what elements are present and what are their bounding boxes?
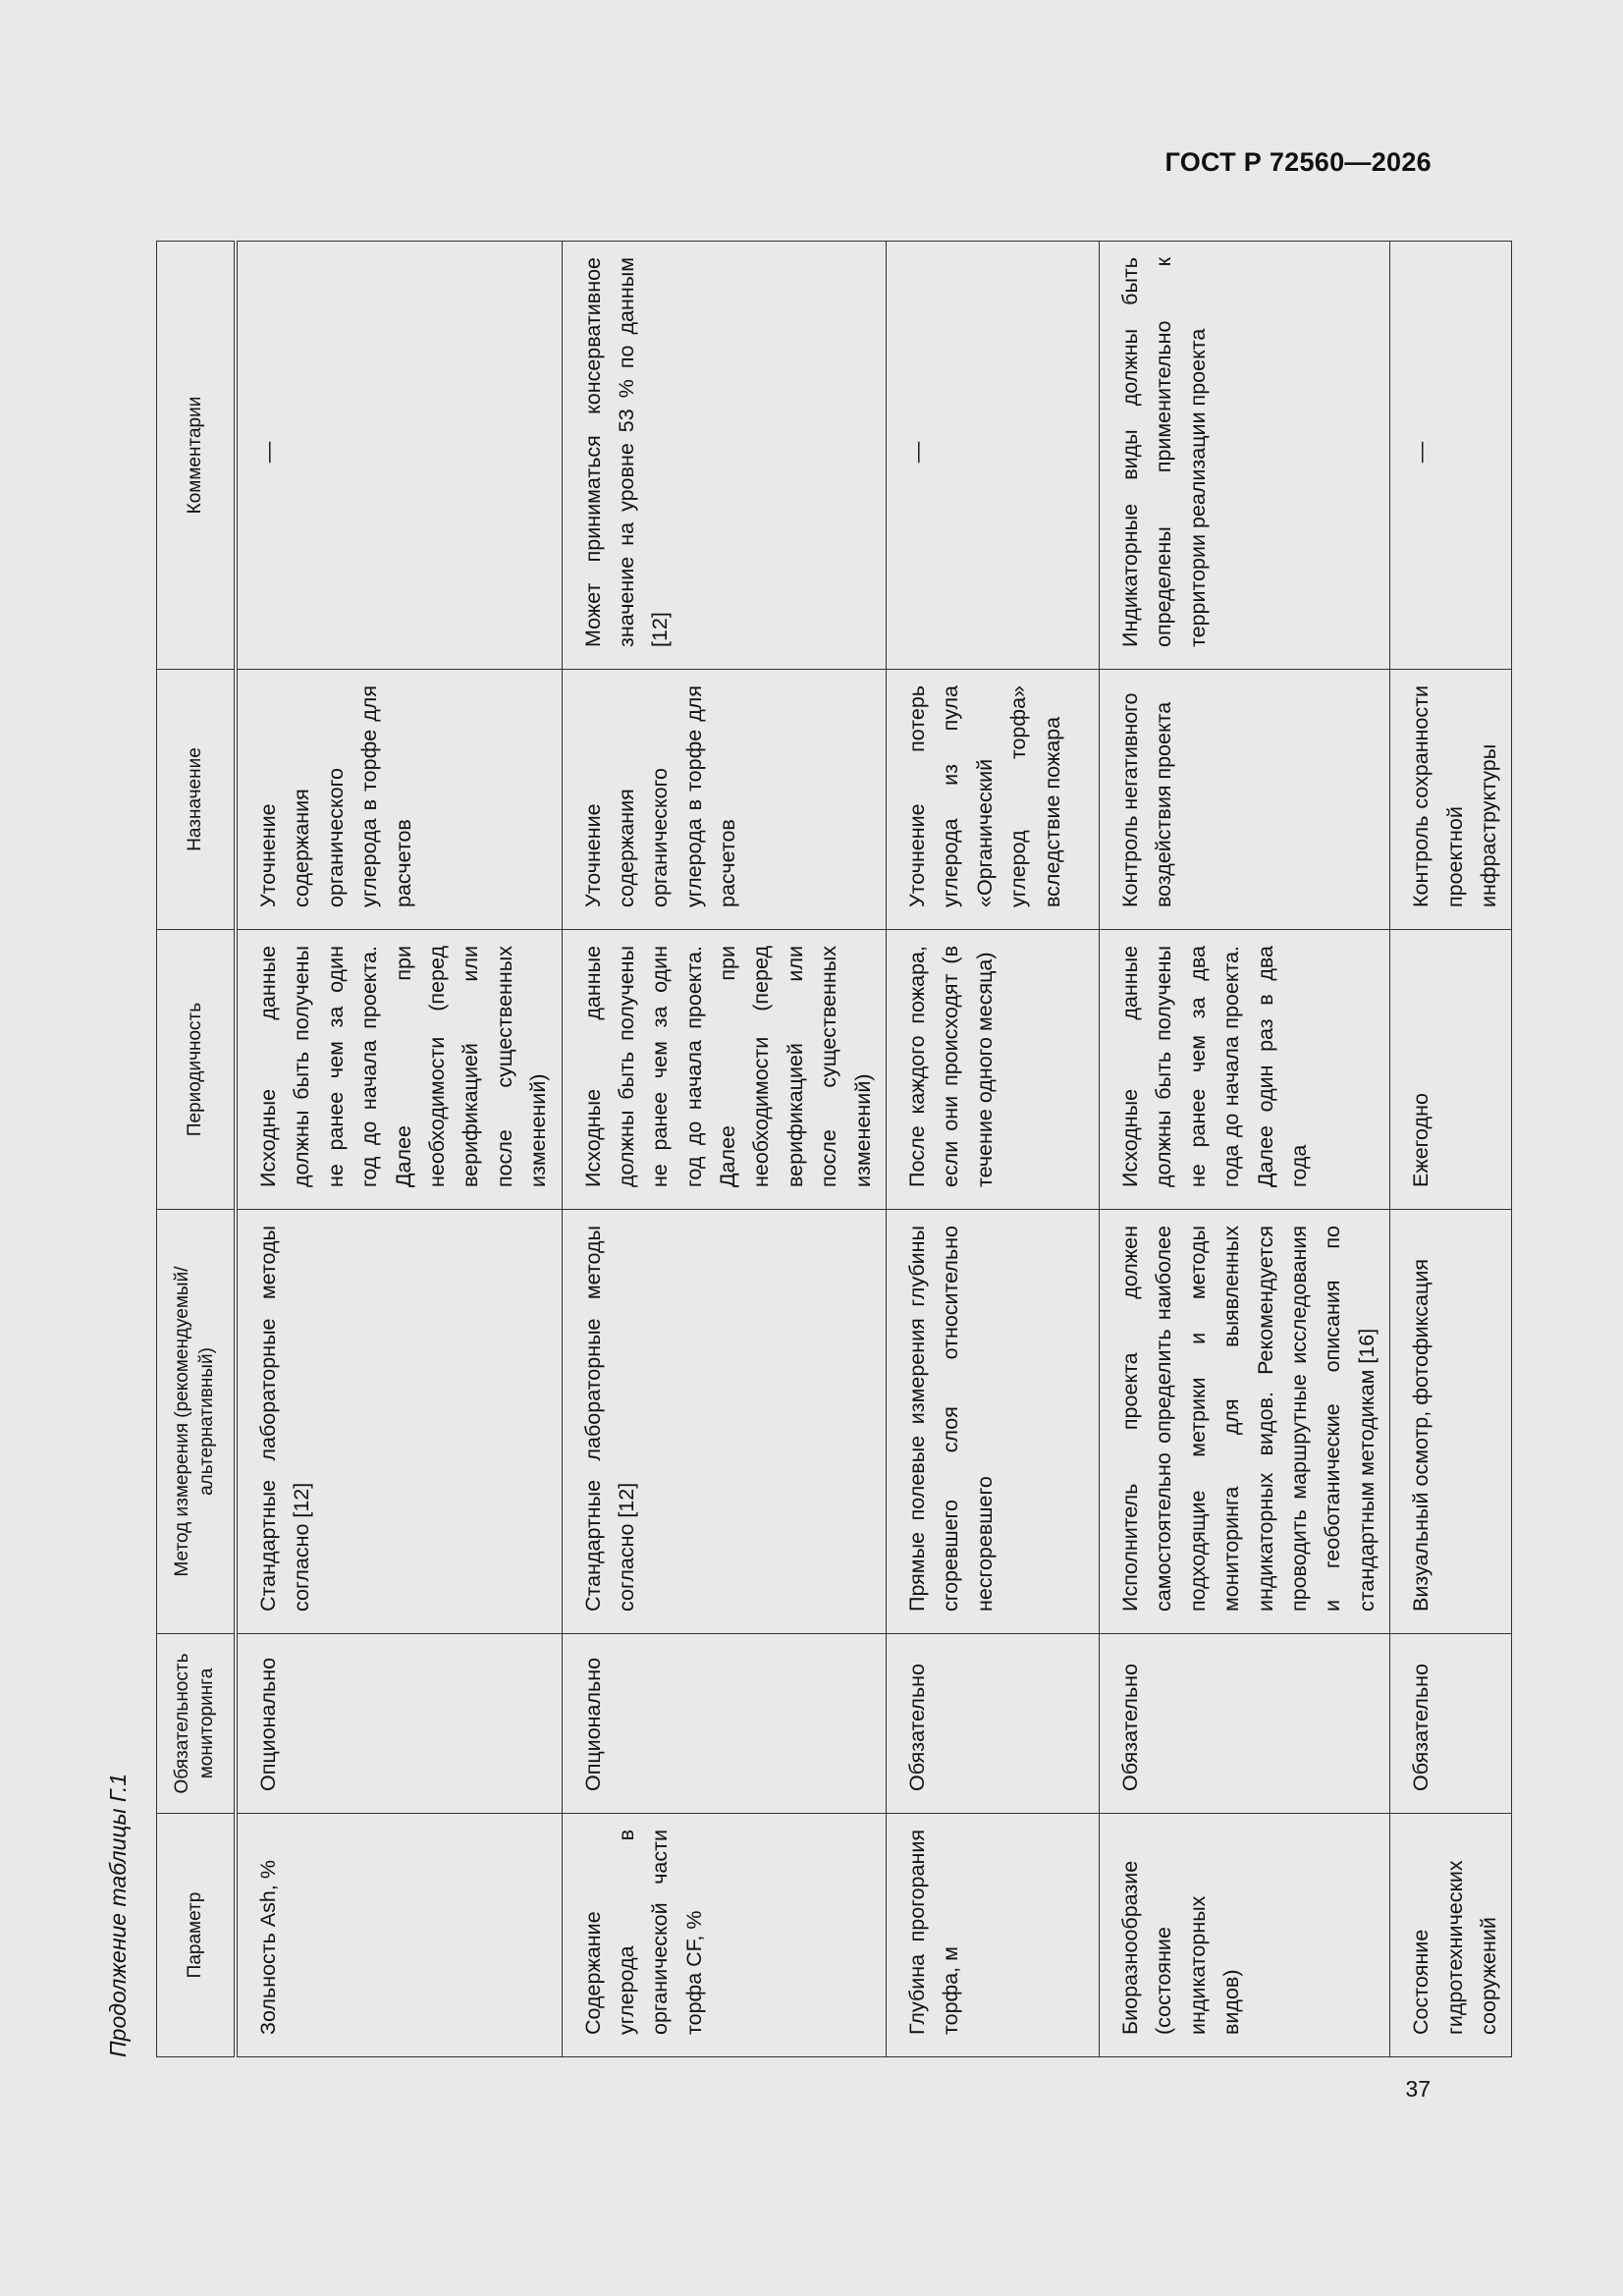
table-header-row <box>157 242 237 2057</box>
document-id: ГОСТ Р 72560—2026 <box>1164 147 1432 177</box>
cell-comment: Индикаторные виды должны быть определены применительно к территории реализации проекта <box>1100 242 1390 670</box>
cell-requirement: Обязательно <box>887 1634 1100 1814</box>
cell-comment: — <box>1390 242 1512 670</box>
table-row <box>236 242 562 2057</box>
cell-purpose: Уточнение содержания органического углерода в торфе для расчетов <box>236 670 562 930</box>
cell-parameter: Зольность Ash, % <box>236 1814 562 2057</box>
column-header: Периодичность <box>157 930 237 1210</box>
cell-method: Исполнитель проекта должен самостоятельно определить наиболее подходящие метрики и методы мониторинга для выявленных индикаторных видов. Рекомендуется проводить маршрутные исследования и геоботанические описания по стандартным методикам [16] <box>1100 1210 1390 1634</box>
cell-purpose: Контроль негативного воздействия проекта <box>1100 670 1390 930</box>
table-row <box>887 242 1100 2057</box>
cell-parameter: Содержание углерода в органической части торфа CF, % <box>562 1814 887 2057</box>
cell-comment: — <box>236 242 562 670</box>
table-continuation-caption: Продолжение таблицы Г.1 <box>105 1773 131 2057</box>
cell-period: Исходные данные должны быть получены не ранее чем за один год до начала проекта. Далее при необходимости (перед верификацией или после существенных изменений) <box>562 930 887 1210</box>
table-row <box>562 242 887 2057</box>
cell-requirement: Опционально <box>236 1634 562 1814</box>
column-header: Метод измерения (рекомендуемый/ альтернативный) <box>157 1210 237 1634</box>
cell-purpose: Контроль сохранности проектной инфраструктуры <box>1390 670 1512 930</box>
cell-period: Исходные данные должны быть получены не ранее чем за два года до начала проекта. Далее один раз в два года <box>1100 930 1390 1210</box>
cell-purpose: Уточнение содержания органического углерода в торфе для расчетов <box>562 670 887 930</box>
cell-requirement: Опционально <box>562 1634 887 1814</box>
rotated-table-page <box>101 245 1500 2061</box>
cell-requirement: Обязательно <box>1100 1634 1390 1814</box>
cell-period: После каждого пожара, если они происходят (в течение одного месяца) <box>887 930 1100 1210</box>
cell-method: Прямые полевые измерения глубины сгоревшего слоя относительно несгоревшего <box>887 1210 1100 1634</box>
cell-method: Визуальный осмотр, фотофиксация <box>1390 1210 1512 1634</box>
column-header: Назначение <box>157 670 237 930</box>
cell-parameter: Глубина прогорания торфа, м <box>887 1814 1100 2057</box>
table-row <box>1390 242 1512 2057</box>
column-header: Параметр <box>157 1814 237 2057</box>
cell-purpose: Уточнение потерь углерода из пула «Органический углерод торфа» вследствие пожара <box>887 670 1100 930</box>
monitoring-table <box>156 241 1512 2057</box>
page-number: 37 <box>1405 2076 1431 2102</box>
cell-parameter: Состояние гидротехнических сооружений <box>1390 1814 1512 2057</box>
cell-comment: Может приниматься консервативное значение на уровне 53 % по данным [12] <box>562 242 887 670</box>
cell-period: Ежегодно <box>1390 930 1512 1210</box>
table-row <box>1100 242 1390 2057</box>
cell-method: Стандартные лабораторные методы согласно [12] <box>236 1210 562 1634</box>
column-header: Обязательность мониторинга <box>157 1634 237 1814</box>
column-header: Комментарии <box>157 242 237 670</box>
cell-method: Стандартные лабораторные методы согласно [12] <box>562 1210 887 1634</box>
cell-comment: — <box>887 242 1100 670</box>
cell-parameter: Биоразнообразие (состояние индикаторных видов) <box>1100 1814 1390 2057</box>
cell-requirement: Обязательно <box>1390 1634 1512 1814</box>
cell-period: Исходные данные должны быть получены не ранее чем за один год до начала проекта. Далее при необходимости (перед верификацией или после существенных изменений) <box>236 930 562 1210</box>
